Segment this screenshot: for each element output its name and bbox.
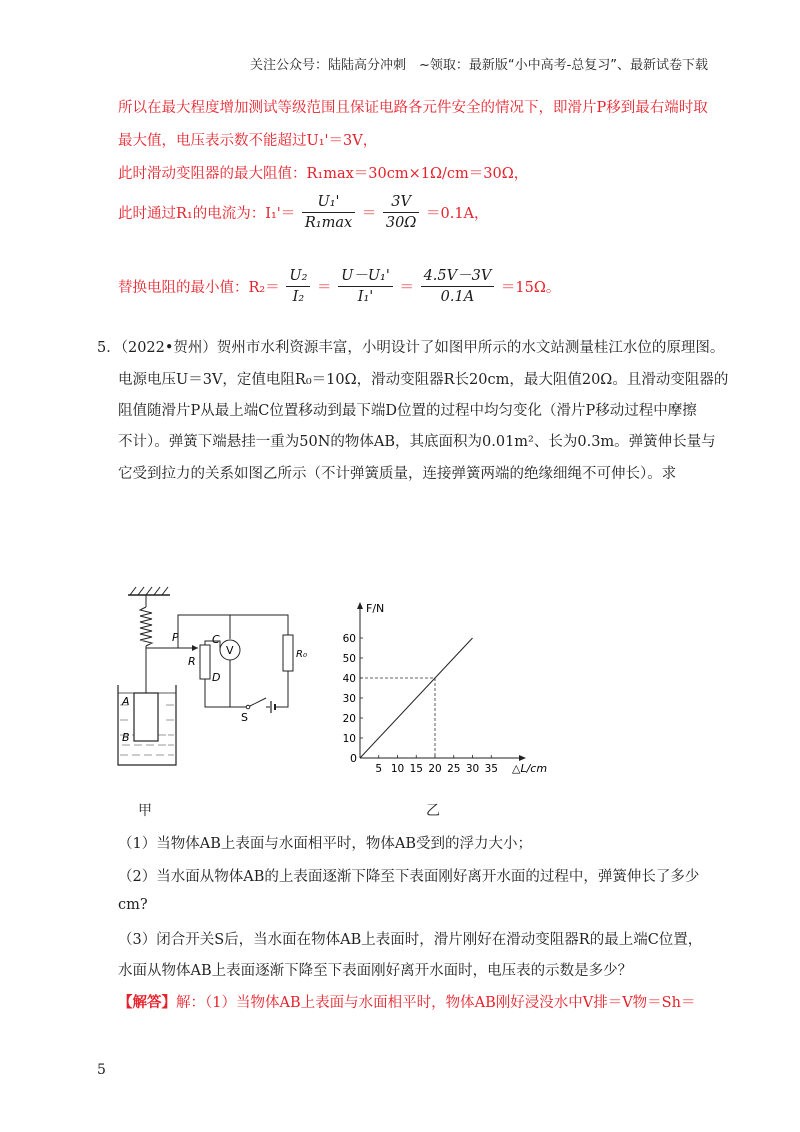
spring-chart xyxy=(330,600,560,780)
x-tick-label: 25 xyxy=(447,763,461,775)
x-tick-label: 15 xyxy=(409,763,423,775)
problem-line-4: 不计）。弹簧下端悬挂一重为50N的物体AB，其底面积为0.01m²、长为0.3m。弹簧伸长量与 xyxy=(118,434,716,450)
eq1-den-1: R₁max xyxy=(304,215,353,231)
equation-resistance xyxy=(118,266,560,307)
label-r: R xyxy=(188,655,196,668)
x-tick-label: 5 xyxy=(375,763,383,775)
origin-label: 0 xyxy=(350,752,357,765)
label-a: A xyxy=(122,695,130,708)
eq1-den-2: 30Ω xyxy=(385,215,417,231)
wire-bottom-right xyxy=(275,671,288,707)
question-3-line-1: （3）闭合开关S后，当水面在物体AB上表面时，滑片刚好在滑动变阻器R的最上端C位置， xyxy=(118,932,703,948)
answer-text: 解：（1）当物体AB上表面与水面相平时，物体AB刚好浸没水中V排＝V物＝Sh＝ xyxy=(176,995,696,1011)
equation-current xyxy=(118,192,489,233)
answer-tag: 【解答】 xyxy=(118,994,176,1011)
eq2-fraction-3 xyxy=(421,266,495,307)
y-tick-label: 60 xyxy=(342,633,356,645)
solution-line-3: 此时滑动变阻器的最大阻值：R₁max＝30cm×1Ω/cm＝30Ω， xyxy=(118,166,529,182)
rheostat xyxy=(200,645,210,679)
x-axis-label: △L/cm xyxy=(512,762,548,775)
label-p: P xyxy=(172,631,179,644)
switch-contact xyxy=(246,705,250,709)
solution-line-2: 最大值，电压表示数不能超过U₁'＝3V， xyxy=(118,133,378,149)
problem-line-5: 它受到拉力的关系如图乙所示（不计弹簧质量，连接弹簧两端的绝缘细绳不可伸长）。求 xyxy=(118,466,677,482)
label-v: V xyxy=(226,644,234,657)
eq1-num-1: U₁' xyxy=(302,192,355,213)
eq1-suffix: ＝0.1A， xyxy=(426,206,489,222)
label-r0: R₀ xyxy=(296,649,307,660)
eq2-equals-2: ＝ xyxy=(399,280,414,296)
eq1-num-2: 3V xyxy=(383,192,419,213)
eq2-den-3: 0.1A xyxy=(440,289,475,305)
caption-figure-a: 甲 xyxy=(138,803,152,819)
problem-line-1: 5．（2022•贺州）贺州市水利资源丰富，小明设计了如图甲所示的水文站测量桂江水位的原理图。 xyxy=(97,340,725,356)
x-tick-label: 10 xyxy=(390,763,405,775)
eq2-den-1: I₂ xyxy=(292,289,305,305)
y-axis-label: F/N xyxy=(366,602,385,615)
y-tick-label: 50 xyxy=(342,653,356,665)
label-b: B xyxy=(122,731,130,744)
y-tick-label: 40 xyxy=(342,673,356,685)
y-tick-label: 10 xyxy=(342,733,356,745)
spring xyxy=(140,607,152,646)
problem-line-3: 阻值随滑片P从最上端C位置移动到最下端D位置的过程中均匀变化（滑片P移动过程中摩擦 xyxy=(118,403,697,419)
switch-blade xyxy=(250,698,266,706)
question-2-line-2: cm? xyxy=(118,897,148,913)
answer-line xyxy=(118,991,695,1012)
eq1-prefix: 此时通过R₁的电流为：I₁'＝ xyxy=(118,206,296,222)
label-s: S xyxy=(241,711,248,724)
ceiling-hatch xyxy=(130,587,168,595)
eq2-fraction-1 xyxy=(286,266,310,307)
eq2-num-2: U－U₁' xyxy=(338,266,393,287)
page-number: 5 xyxy=(97,1062,106,1078)
question-3-line-2: 水面从物体AB上表面逐渐下降至下表面刚好离开水面时，电压表的示数是多少？ xyxy=(118,963,633,979)
circuit-diagram xyxy=(110,585,310,775)
y-tick-label: 20 xyxy=(342,713,356,725)
eq2-num-3: 4.5V－3V xyxy=(421,266,495,287)
solution-line-1: 所以在最大程度增加测试等级范围且保证电路各元件安全的情况下，即滑片P移到最右端时取 xyxy=(118,100,708,116)
eq1-fraction-1 xyxy=(302,192,355,233)
eq2-fraction-2 xyxy=(338,266,393,307)
eq2-den-2: I₁' xyxy=(357,289,374,305)
x-tick-label: 30 xyxy=(465,763,480,775)
object-ab xyxy=(134,693,158,741)
question-2-line-1: （2）当水面从物体AB的上表面逐渐下降至下表面刚好离开水面的过程中，弹簧伸长了多少 xyxy=(118,869,700,885)
x-tick-label: 35 xyxy=(484,763,498,775)
x-tick-label: 20 xyxy=(428,763,442,775)
eq2-suffix: ＝15Ω。 xyxy=(500,280,561,296)
series-line xyxy=(360,638,473,758)
resistor-r0 xyxy=(283,635,293,671)
question-1: （1）当物体AB上表面与水面相平时，物体AB受到的浮力大小； xyxy=(118,836,532,852)
eq2-num-1: U₂ xyxy=(286,266,310,287)
label-d: D xyxy=(212,671,221,684)
caption-figure-b: 乙 xyxy=(426,803,440,819)
problem-line-2: 电源电压U＝3V，定值电阻R₀＝10Ω，滑动变阻器R长20cm，最大阻值20Ω。且滑动变阻器的 xyxy=(118,372,729,388)
eq1-equals: ＝ xyxy=(361,206,377,222)
slider-arrow-icon xyxy=(192,645,198,651)
eq2-equals-1: ＝ xyxy=(317,280,332,296)
y-tick-label: 30 xyxy=(342,693,356,705)
eq2-prefix: 替换电阻的最小值：R₂＝ xyxy=(118,280,280,296)
page-header: 关注公众号：陆陆高分冲刺 ~领取：最新版“小中高考-总复习”、最新试卷下载 xyxy=(249,58,708,73)
x-axis-arrow-icon xyxy=(519,755,526,761)
label-c: C xyxy=(212,633,220,646)
y-axis-arrow-icon xyxy=(357,602,363,609)
eq1-fraction-2 xyxy=(383,192,419,233)
